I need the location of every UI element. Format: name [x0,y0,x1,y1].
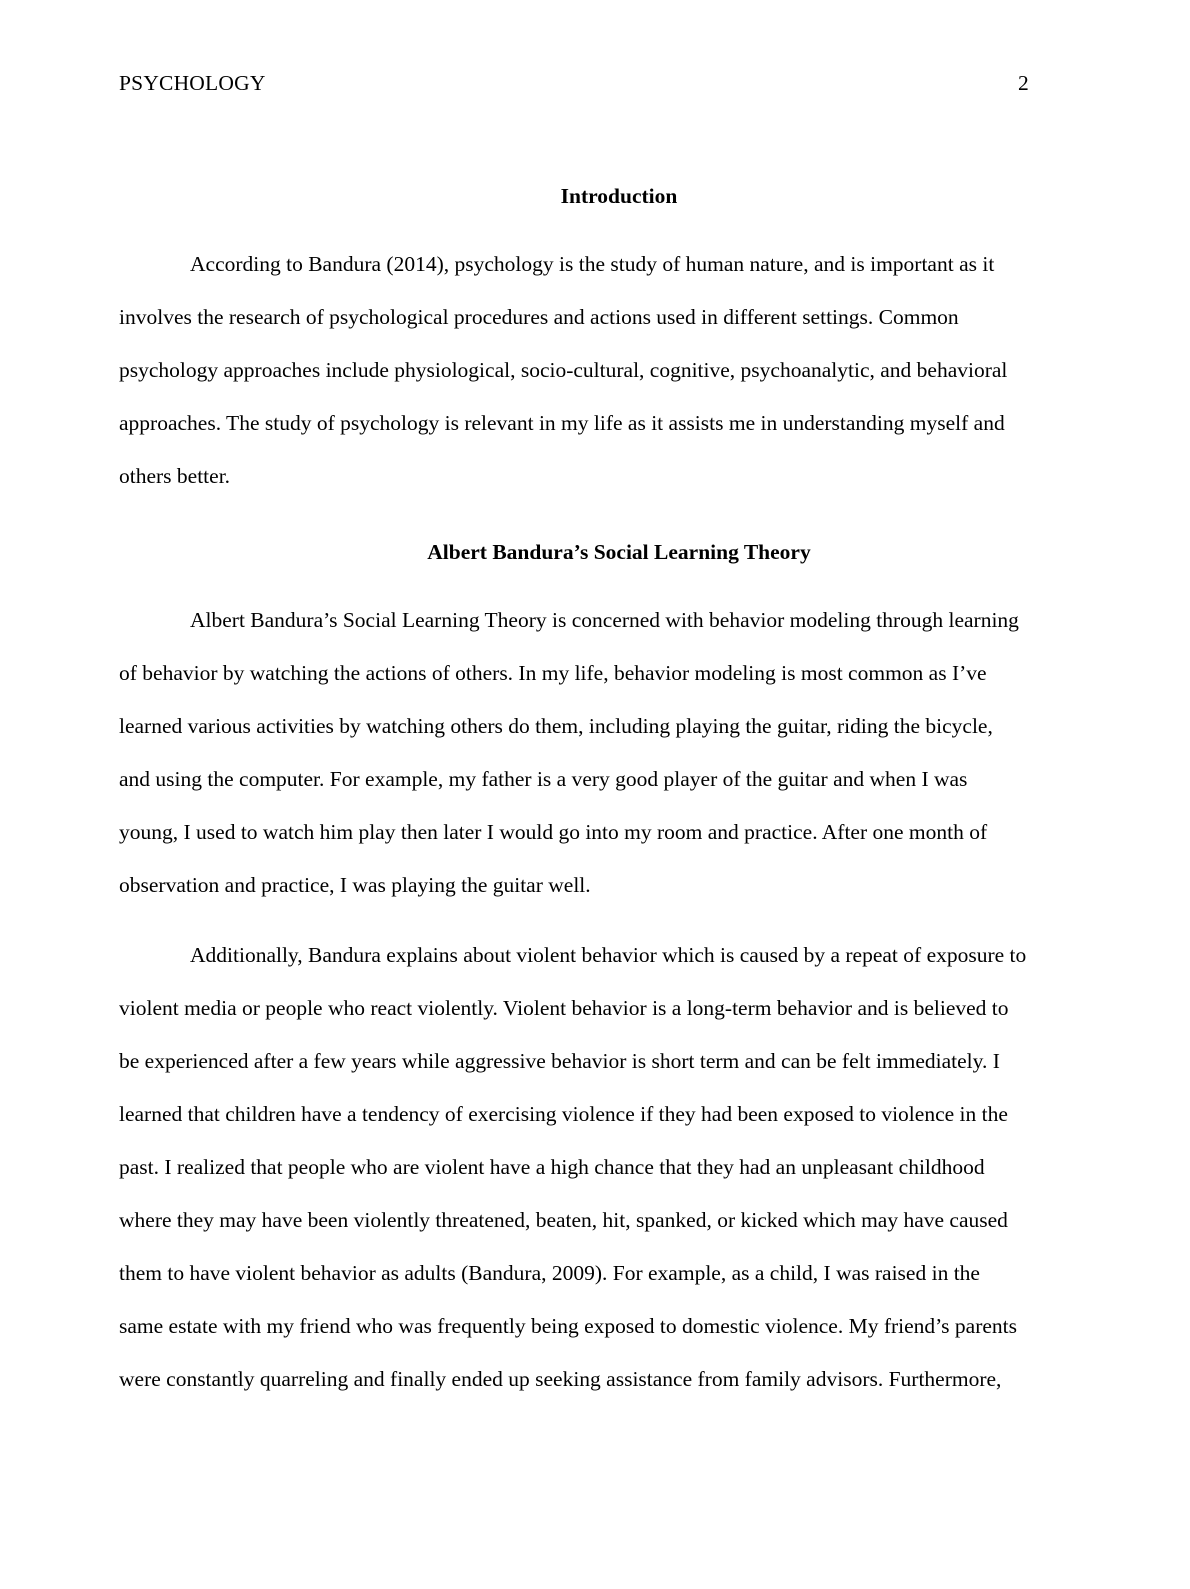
text-line: According to Bandura (2014), psychology is the study of human nature, and is important as it [190,252,995,276]
text-line: where they may have been violently threatened, beaten, hit, spanked, or kicked which may have caused [119,1208,1008,1232]
text-line: learned various activities by watching others do them, including playing the guitar, riding the bicycle, [119,714,993,738]
text-line: of behavior by watching the actions of others. In my life, behavior modeling is most common as I’ve [119,661,987,685]
text-line: them to have violent behavior as adults (Bandura, 2009). For example, as a child, I was raised in the [119,1261,980,1285]
text-line: involves the research of psychological procedures and actions used in different settings. Common [119,305,959,329]
text-line: past. I realized that people who are violent have a high chance that they had an unpleasant childhood [119,1155,985,1179]
text-line: same estate with my friend who was frequently being exposed to domestic violence. My friend’s parents [119,1314,1017,1338]
text-line: Additionally, Bandura explains about violent behavior which is caused by a repeat of exposure to [190,943,1027,967]
text-line: observation and practice, I was playing the guitar well. [119,873,591,897]
text-line: be experienced after a few years while aggressive behavior is short term and can be felt immediately. I [119,1049,1000,1073]
running-head: PSYCHOLOGY [119,71,266,95]
section-heading-social-learning-theory: Albert Bandura’s Social Learning Theory [427,540,811,564]
text-line: were constantly quarreling and finally ended up seeking assistance from family advisors. Furthermore, [119,1367,1002,1391]
text-line: young, I used to watch him play then later I would go into my room and practice. After one month of [119,820,988,844]
text-line: Albert Bandura’s Social Learning Theory is concerned with behavior modeling through learning [190,608,1019,632]
page-number: 2 [1018,71,1029,95]
text-line: violent media or people who react violently. Violent behavior is a long-term behavior and is believed to [119,996,1009,1020]
section-heading-introduction: Introduction [560,184,678,208]
text-line: and using the computer. For example, my father is a very good player of the guitar and when I was [119,767,968,791]
text-line: psychology approaches include physiological, socio-cultural, cognitive, psychoanalytic, and behavioral [119,358,1008,382]
text-line: others better. [119,464,231,488]
text-line: approaches. The study of psychology is relevant in my life as it assists me in understanding myself and [119,411,1005,435]
text-line: learned that children have a tendency of exercising violence if they had been exposed to violence in the [119,1102,1008,1126]
